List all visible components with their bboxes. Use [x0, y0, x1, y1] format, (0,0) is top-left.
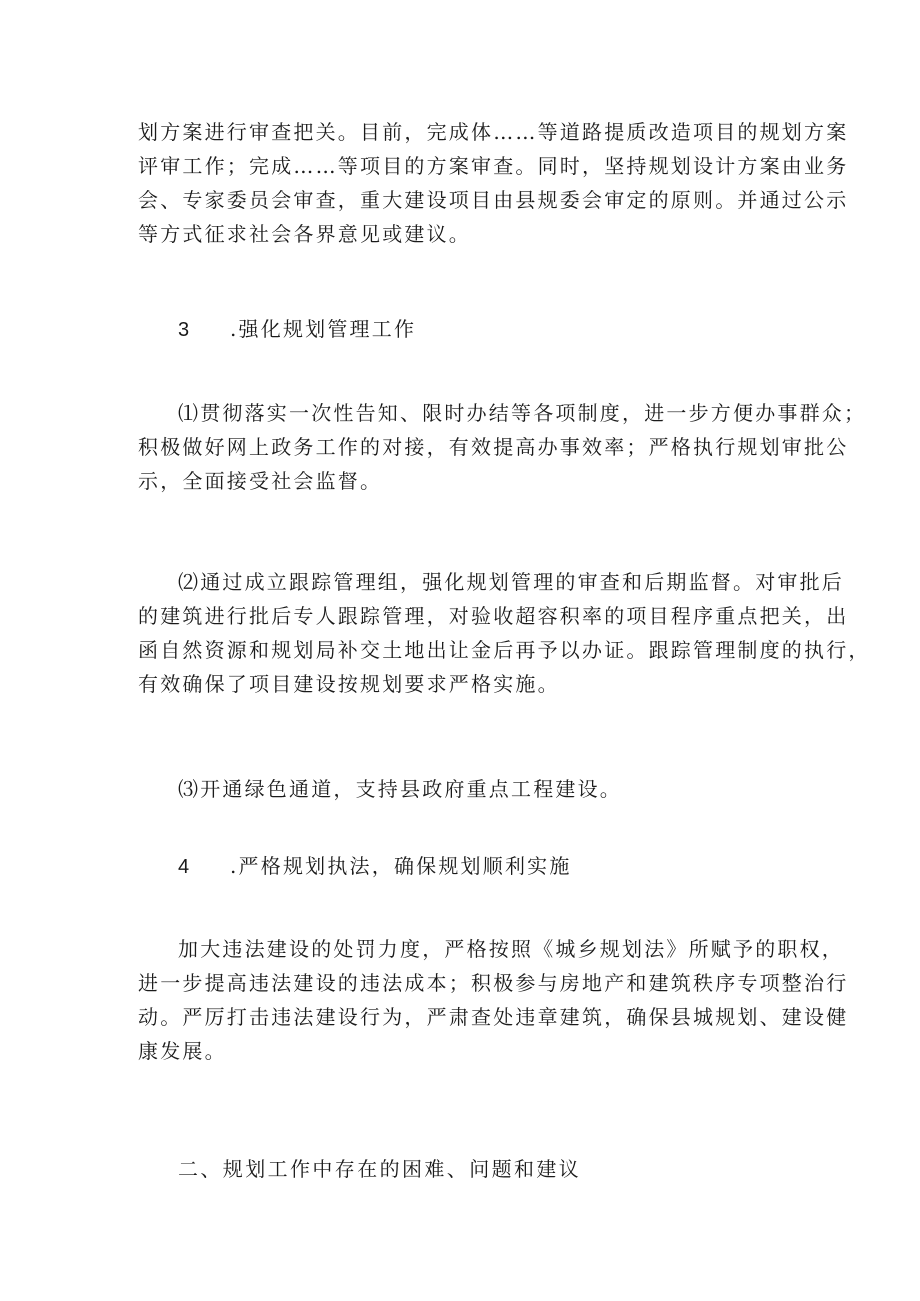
text-line: ⑴贯彻落实一次性告知、限时办结等各项制度，进一步方便办事群众；: [178, 401, 867, 425]
heading-number: 3: [178, 319, 190, 341]
text-line: 积极做好网上政务工作的对接，有效提高办事效率；严格执行规划审批公: [138, 435, 849, 459]
text-line: 评审工作；完成……等项目的方案审查。同时，坚持规划设计方案由业务: [138, 154, 849, 178]
text-line: 的建筑进行批后专人跟踪管理，对验收超容积率的项目程序重点把关，出: [138, 604, 849, 628]
paragraph-item-3: [138, 772, 788, 806]
text-line: 有效确保了项目建设按规划要求严格实施。: [138, 672, 560, 696]
text-line: 划方案进行审查把关。目前，完成体……等道路提质改造项目的规划方案: [138, 120, 849, 144]
text-line: 康发展。: [138, 1039, 227, 1063]
heading-text: .严格规划执法，确保规划顺利实施: [230, 854, 572, 878]
paragraph-plan-review: [138, 115, 849, 251]
text-line: 函自然资源和规划局补交土地出让金后再予以办证。跟踪管理制度的执行，: [138, 638, 871, 662]
text-line: ⑶开通绿色通道，支持县政府重点工程建设。: [178, 777, 622, 801]
text-line: 动。严厉打击违法建设行为，严肃查处违章建筑，确保县城规划、建设健: [138, 1005, 849, 1029]
paragraph-item-1: [138, 396, 867, 498]
paragraph-enforcement: [138, 932, 849, 1068]
text-line: 进一步提高违法建设的违法成本；积极参与房地产和建筑秩序专项整治行: [138, 971, 849, 995]
text-line: ⑵通过成立跟踪管理组，强化规划管理的审查和后期监督。对审批后: [178, 570, 844, 594]
heading-4: [178, 851, 572, 882]
paragraph-item-2: [138, 565, 871, 701]
text-line: 会、专家委员会审查，重大建设项目由县规委会审定的原则。并通过公示: [138, 188, 849, 212]
heading-3: [178, 314, 416, 345]
text-line: 等方式征求社会各界意见或建议。: [138, 222, 471, 246]
section-title-2: 二、规划工作中存在的困难、问题和建议: [178, 1157, 582, 1181]
text-line: 示，全面接受社会监督。: [138, 469, 383, 493]
heading-number: 4: [178, 856, 190, 878]
heading-text: .强化规划管理工作: [230, 317, 417, 341]
text-line: 加大违法建设的处罚力度，严格按照《城乡规划法》所赋予的职权，: [178, 937, 844, 961]
